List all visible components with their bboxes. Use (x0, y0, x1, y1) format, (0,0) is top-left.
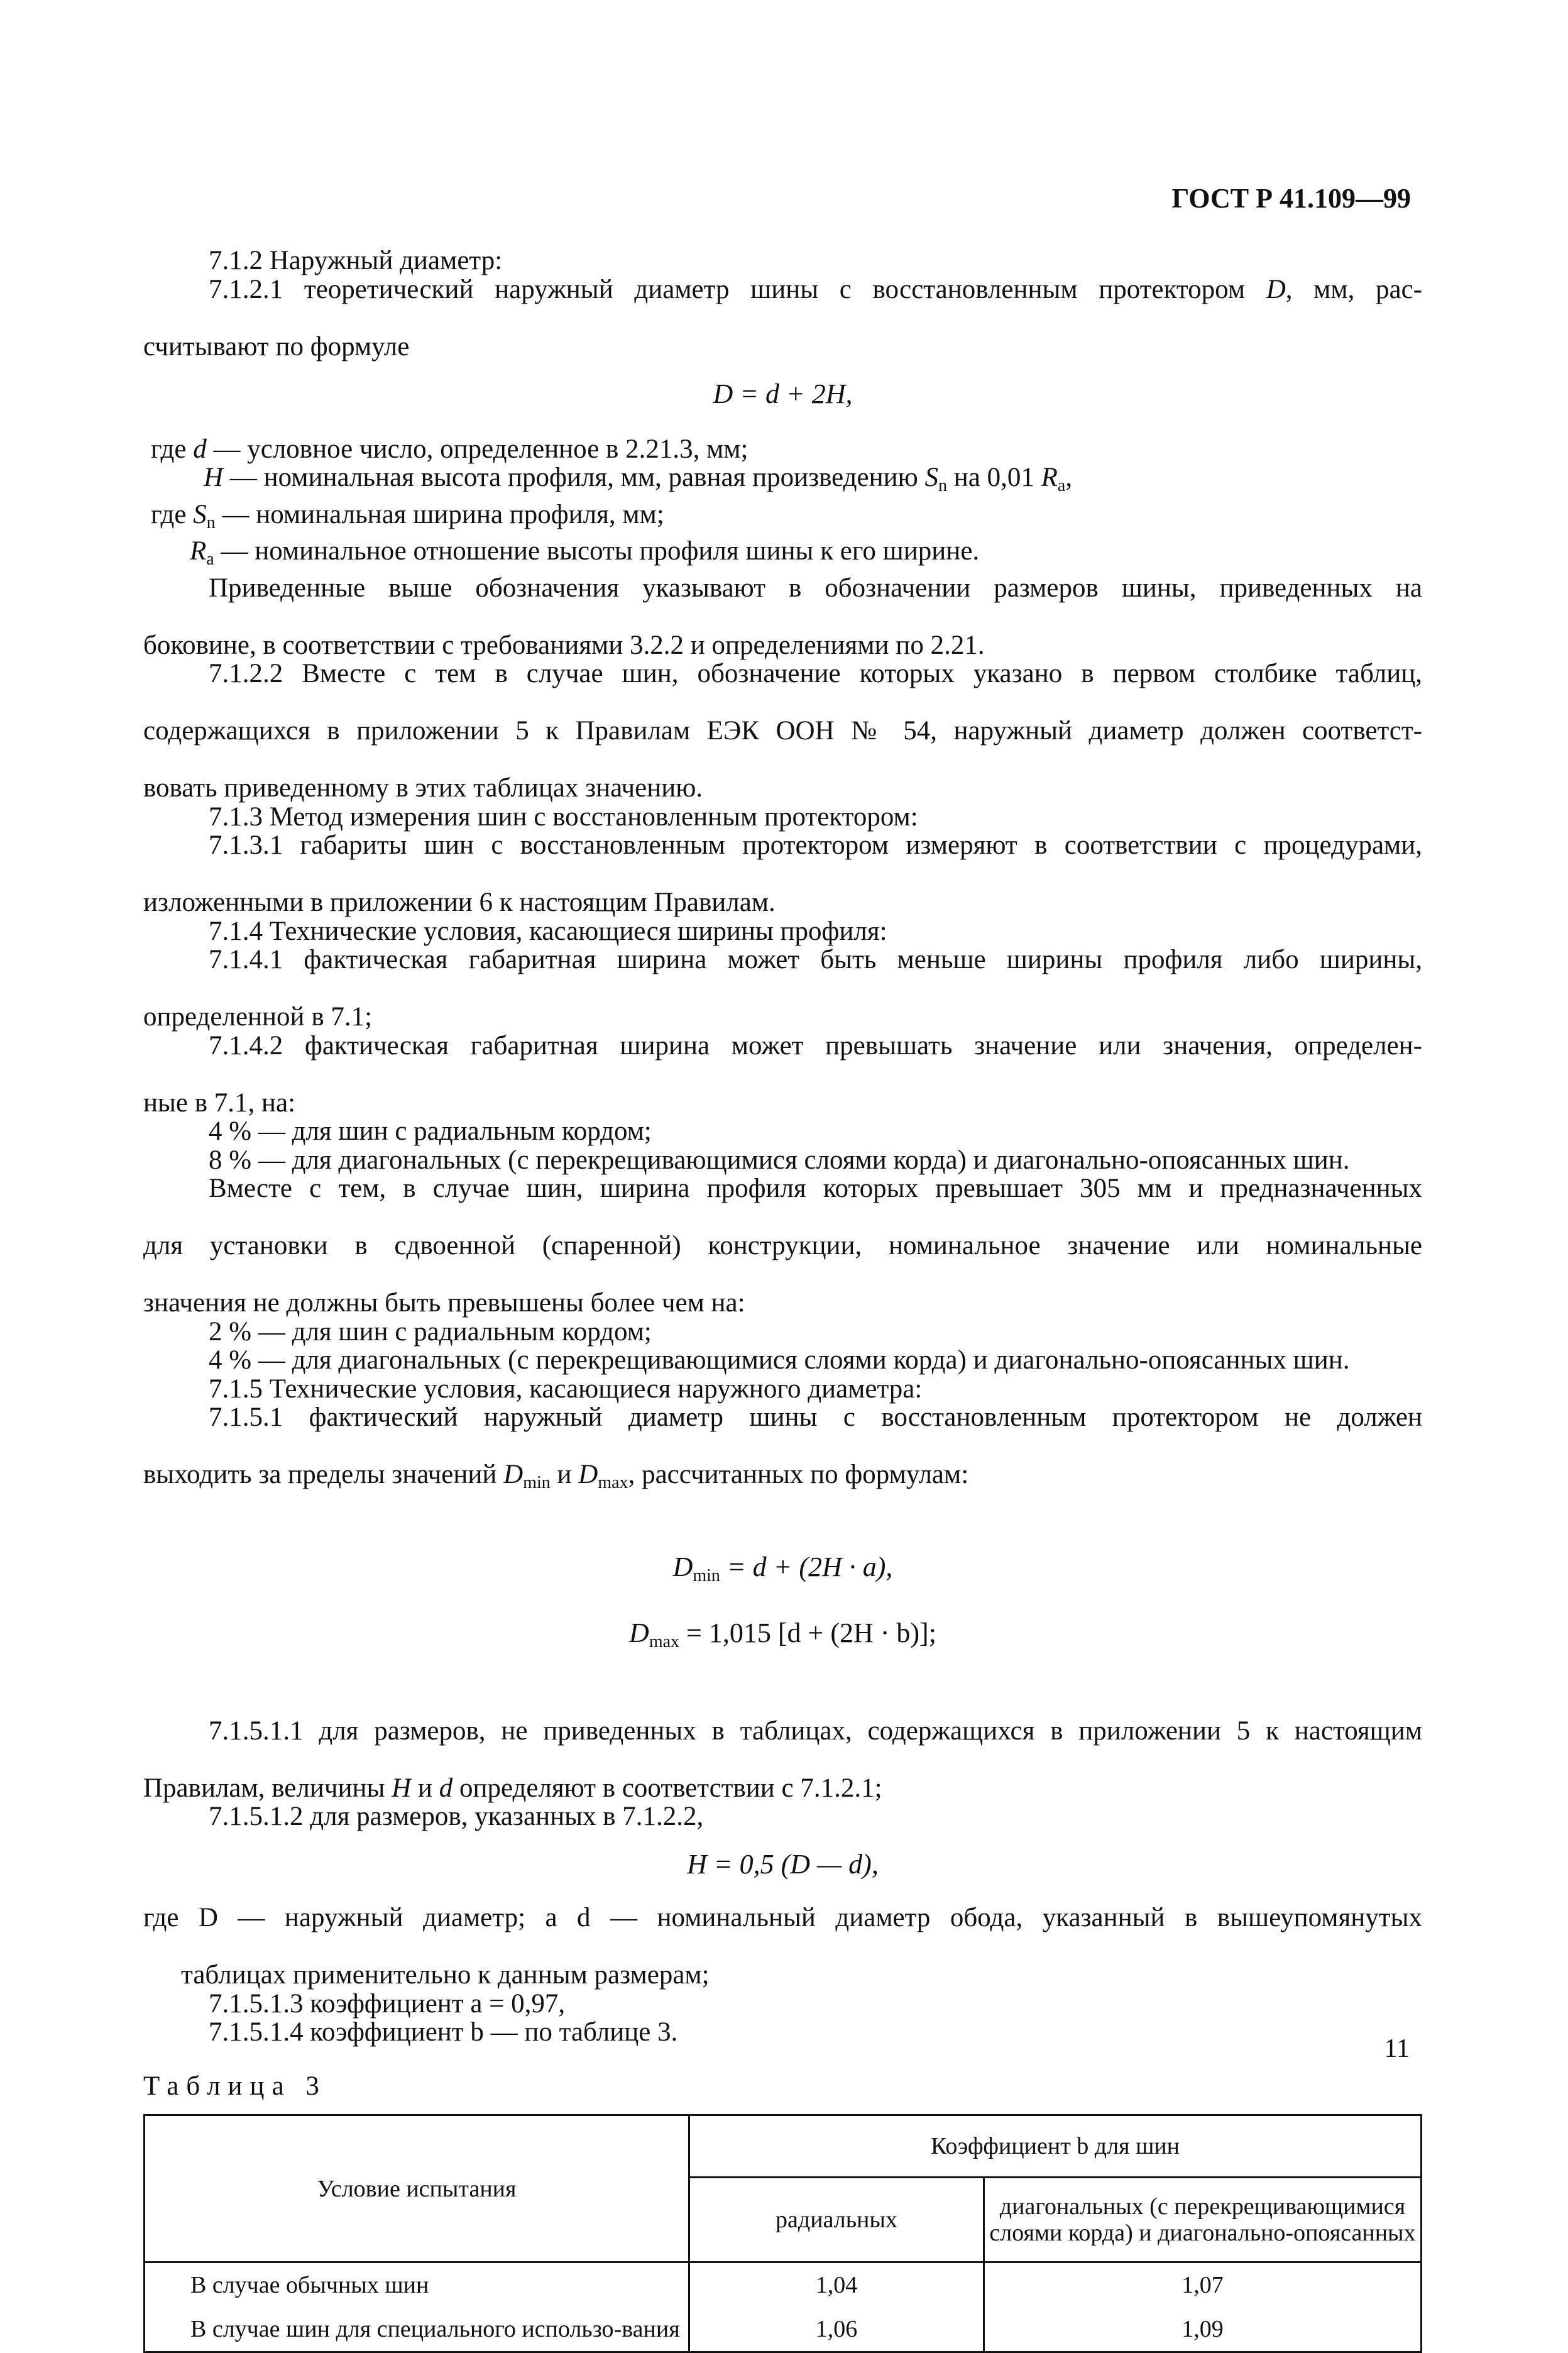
clause-7-1-5-1-line1: 7.1.5.1 фактический наружный диаметр шины с восстановленным протектором не должен (209, 1402, 1422, 1432)
clause-7-1-4-2-line1: 7.1.4.2 фактическая габаритная ширина может превышать значение или значения, определен- (209, 1030, 1422, 1061)
wide-tire-note-line1: Вместе с тем, в случае шин, ширина профиля которых превышает 305 мм и предназначенных (209, 1174, 1422, 1203)
table-cell-diagonal: 1,09 (984, 2306, 1422, 2352)
table-row (145, 2306, 1422, 2352)
tolerance-radial-4: 4 % — для шин с радиальным кордом; (209, 1116, 652, 1146)
clause-7-1-5-1-1-line2: Правилам, величины H и d определяют в соответствии с 7.1.2.1; (143, 1773, 882, 1803)
clause-7-1-3-1-line1: 7.1.3.1 габариты шин с восстановленным протектором измеряют в соответствии с процедурами, (209, 830, 1422, 860)
formula-dmin: $D_{min} = d + (2H \cdot a)$, (672, 1551, 893, 1585)
tolerance-diagonal-4: 4 % — для диагональных (с перекрещивающимися слоями корда) и диагонально-опоясанных шин. (209, 1345, 1350, 1375)
column-header-condition: Условие испытания (145, 2115, 689, 2262)
wide-tire-note-line2: для установки в сдвоенной (спаренной) конструкции, номинальное значение или номинальные (143, 1231, 1422, 1260)
document-body (143, 246, 1422, 2353)
wide-tire-note-line3: значения не должны быть превышены более чем на: (143, 1288, 745, 1318)
clause-7-1-3-1-line2: изложенными в приложении 6 к настоящим Правилам. (143, 888, 776, 917)
page-number: 11 (1384, 2034, 1410, 2063)
clause-7-1-4-2-line2: ные в 7.1, на: (143, 1088, 296, 1118)
definition-d: где d — условное число, определенное в 2.21.3, мм; (151, 434, 748, 464)
designation-note-line2: боковине, в соответствии с требованиями 3.2.2 и определениями по 2.21. (143, 630, 985, 660)
definition-sn: где $S_n$ — номинальная ширина профиля, мм; (151, 499, 664, 532)
formula-dmax: $D_{max} = 1,015$ [d + (2H · b)]; (629, 1617, 936, 1651)
table-cell-diagonal: 1,07 (984, 2262, 1422, 2306)
formula-h: H = 0,5 (D — d), (687, 1848, 879, 1880)
clause-7-1-2-1-line2: считывают по формуле (143, 331, 410, 361)
tolerance-radial-2: 2 % — для шин с радиальным кордом; (209, 1316, 652, 1347)
where-note-line1: где D — наружный диаметр; а d — номинальный диаметр обода, указанный в вышеупомянутых (143, 1903, 1422, 1932)
formula-group-dmin-dmax (143, 1553, 1422, 1656)
clause-7-1-5-1-4: 7.1.5.1.4 коэффициент b — по таблице 3. (209, 2017, 678, 2047)
document-id-header: ГОСТ Р 41.109—99 (1171, 183, 1411, 214)
clause-7-1-5-1-3: 7.1.5.1.3 коэффициент a = 0,97, (209, 1988, 566, 2019)
column-header-diagonal: диагональных (с перекрещивающимися слоями корда) и диагонально-опоясанных (984, 2178, 1422, 2262)
clause-7-1-5-1-2: 7.1.5.1.2 для размеров, указанных в 7.1.2.2, (209, 1802, 704, 1831)
table-label: Таблица 3 (143, 2071, 327, 2101)
designation-note-line1: Приведенные выше обозначения указывают в обозначении размеров шины, приведенных на (209, 573, 1422, 603)
formula-outer-diameter: D = d + 2H, (713, 378, 853, 409)
clause-7-1-4-1-line2: определенной в 7.1; (143, 1002, 373, 1032)
column-header-coefficient: Коэффициент b для шин (689, 2115, 1422, 2178)
clause-7-1-5: 7.1.5 Технические условия, касающиеся наружного диаметра: (209, 1374, 923, 1404)
clause-7-1-2-2-line3: вовать приведенному в этих таблицах значению. (143, 773, 703, 803)
tolerance-diagonal-8: 8 % — для диагональных (с перекрещивающимися слоями корда) и диагонально-опоясанных шин. (209, 1145, 1350, 1175)
clause-7-1-5-1-1-line1: 7.1.5.1.1 для размеров, не приведенных в таблицах, содержащихся в приложении 5 к настоящим (209, 1716, 1422, 1746)
clause-7-1-2-2-line2: содержащихся в приложении 5 к Правилам ЕЭК ООН № 54, наружный диаметр должен соответст- (143, 716, 1422, 746)
table-cell-condition: В случае шин для специального использо-вания (145, 2306, 689, 2352)
clause-7-1-2-2-line1: 7.1.2.2 Вместе с тем в случае шин, обозначение которых указано в первом столбике таблиц, (209, 659, 1422, 688)
column-header-radial: радиальных (689, 2178, 984, 2262)
definition-h: H — номинальная высота профиля, мм, равная произведению $S_n$ на 0,01 $R_a$, (204, 463, 1073, 495)
clause-7-1-4-1-line1: 7.1.4.1 фактическая габаритная ширина может быть меньше ширины профиля либо ширины, (209, 945, 1422, 974)
clause-7-1-4: 7.1.4 Технические условия, касающиеся ширины профиля: (209, 916, 887, 946)
clause-7-1-3: 7.1.3 Метод измерения шин с восстановленным протектором: (209, 802, 918, 832)
table-cell-radial: 1,06 (689, 2306, 984, 2352)
table-cell-radial: 1,04 (689, 2262, 984, 2306)
coefficient-table (143, 2114, 1422, 2353)
table-row (145, 2262, 1422, 2306)
definition-ra: $R_a$ — номинальное отношение высоты профиля шины к его ширине. (190, 536, 980, 569)
clause-7-1-5-1-line2: выходить за пределы значений $D_{min}$ и $D_{max}$, рассчитанных по формулам: (143, 1460, 969, 1492)
where-note-line2: таблицах применительно к данным размерам; (181, 1960, 710, 1990)
clause-7-1-2: 7.1.2 Наружный диаметр: (209, 246, 503, 275)
clause-7-1-2-1-line1: 7.1.2.1 теоретический наружный диаметр шины с восстановленным протектором D, мм, рас- (209, 274, 1422, 304)
table-cell-condition: В случае обычных шин (145, 2262, 689, 2306)
